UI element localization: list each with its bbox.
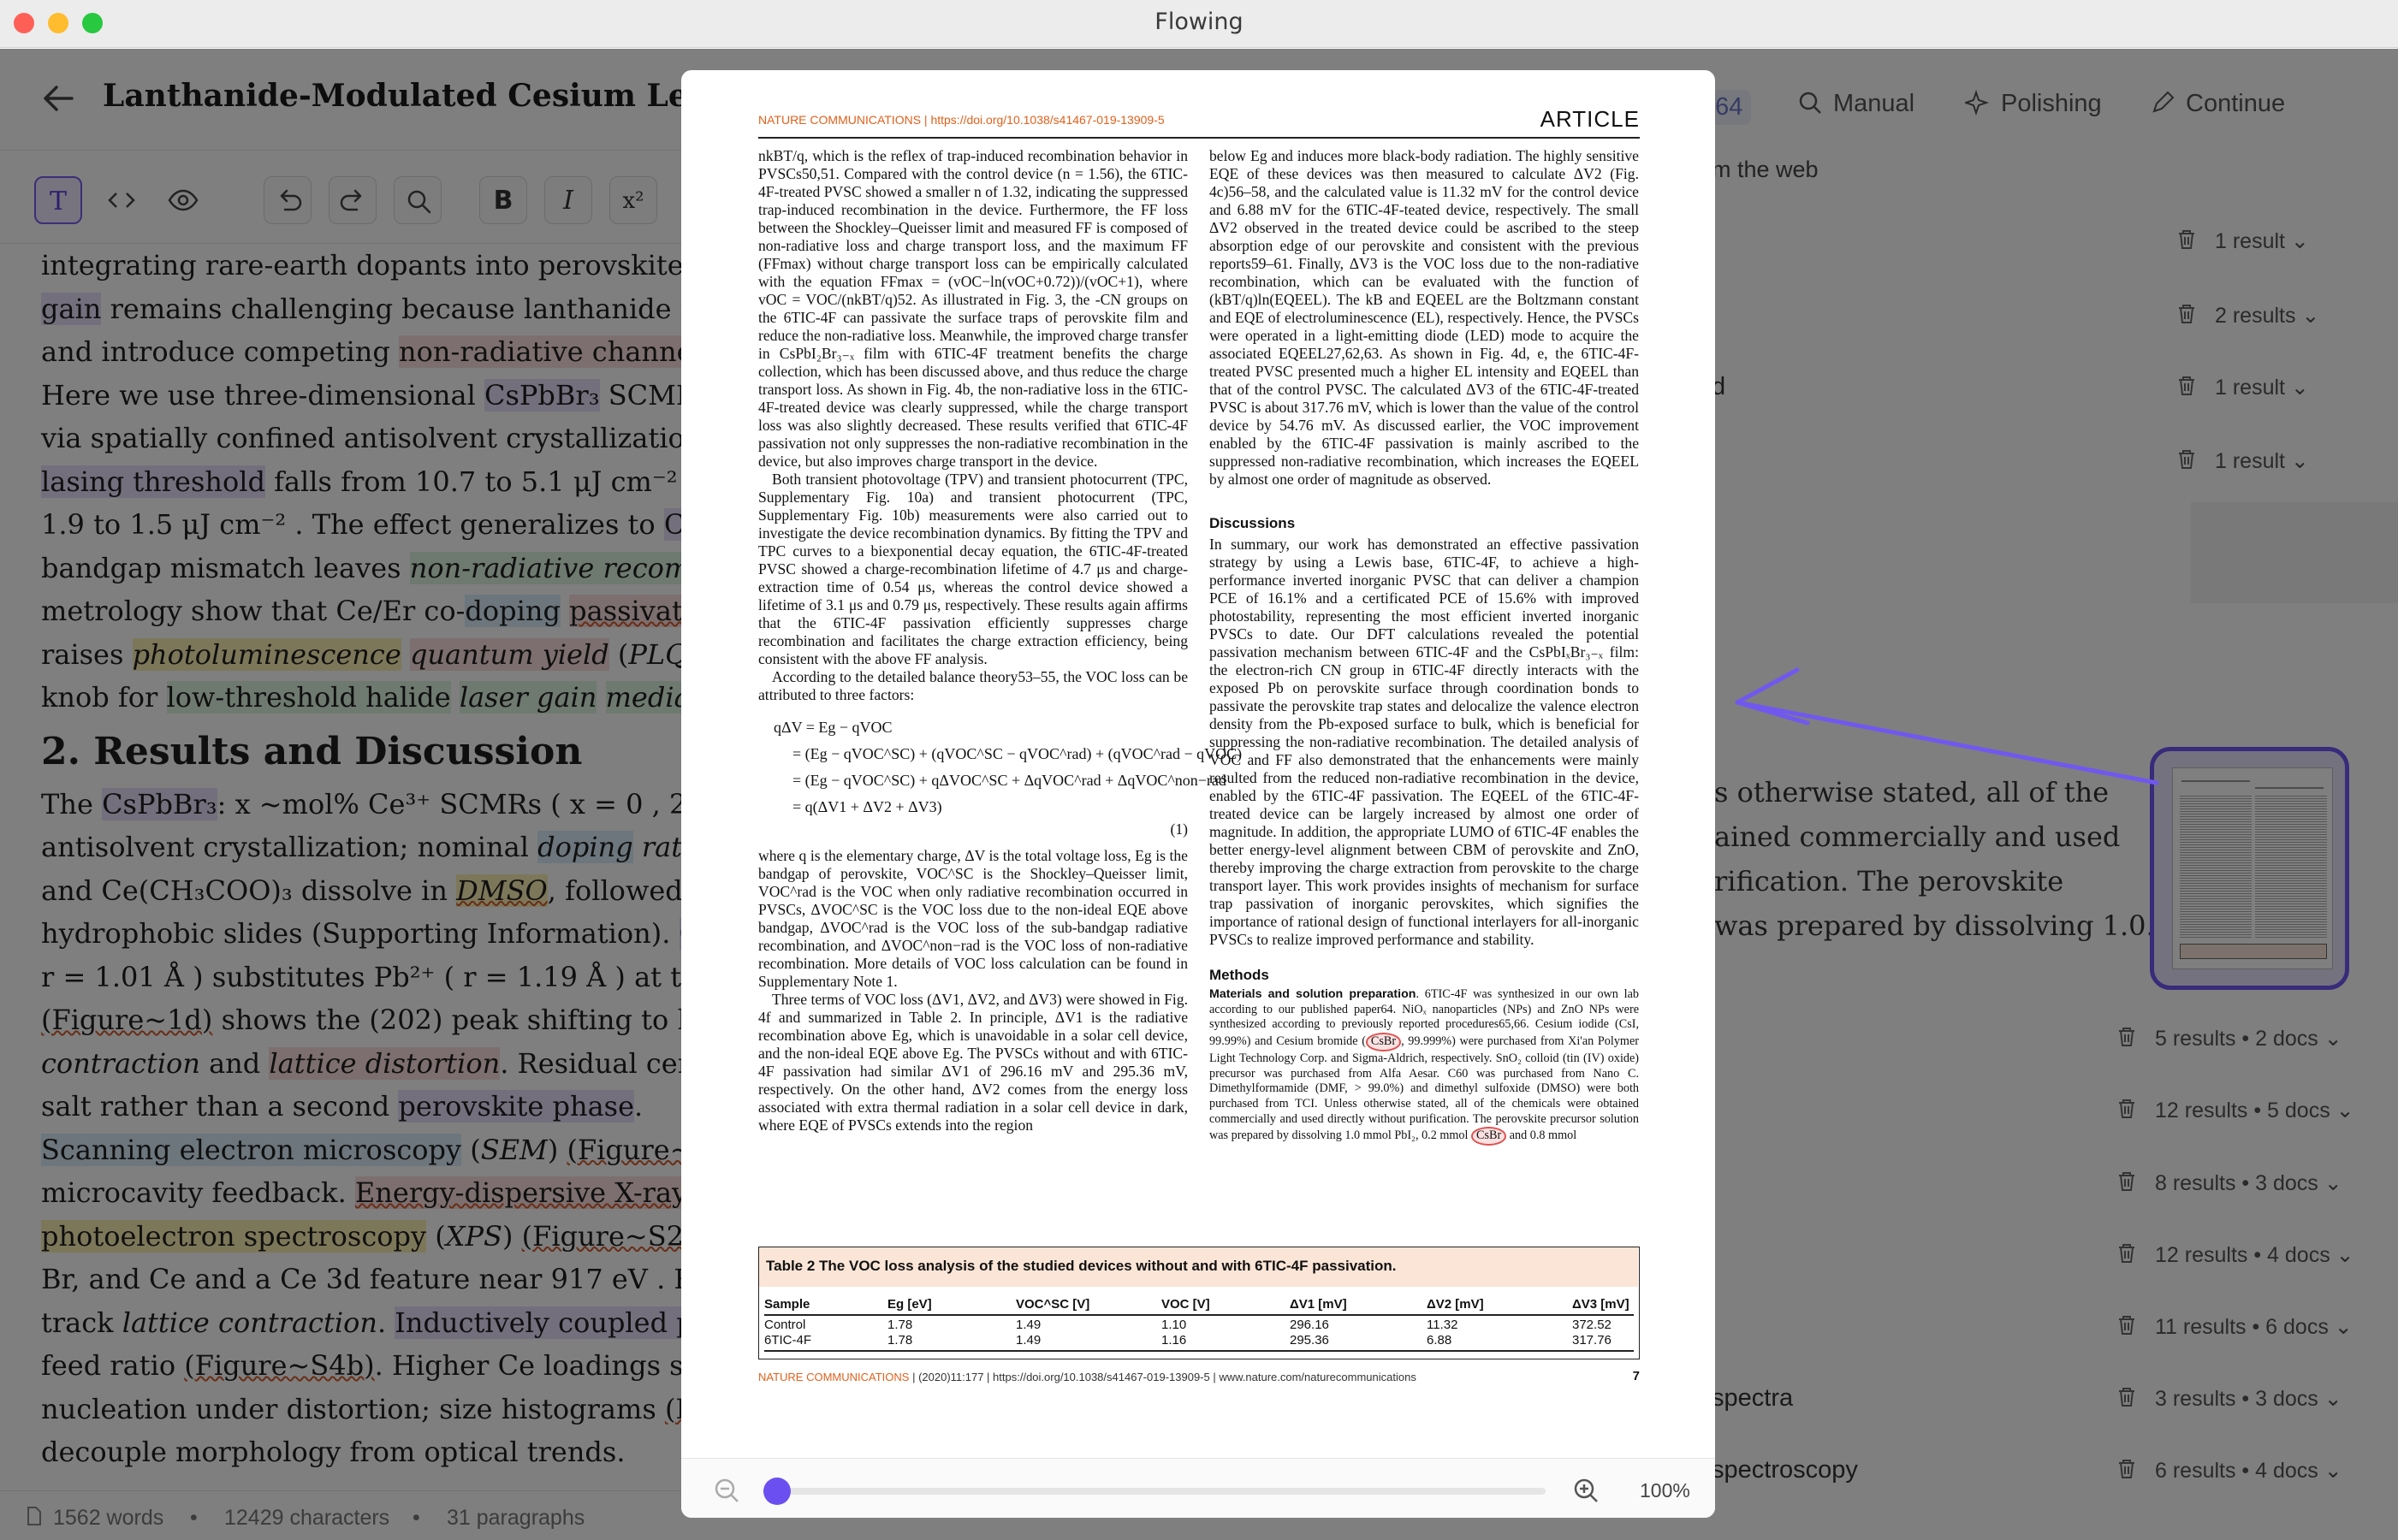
table-cell: 372.52 (1572, 1318, 1612, 1332)
pdf-paragraph: where q is the elementary charge, ΔV is the total voltage loss, Eg is the bandgap of perovskite, VOC^SC is the Shockley–Queisser limit, VOC^rad is the VOC when only radiative recombination occurred in PVSCs, ΔVOC^SC is the VOC loss due to the non-ideal EQE above bandgap, ΔVOC^rad is the VOC loss of the sub-bandgap radiative recombination, and ΔVOC^non−rad is the VOC loss of non-radiative recombination. More details of VOC loss calculation can be found in Supplementary Note 1. (758, 847, 1188, 990)
methods-heading: Methods (1209, 967, 1269, 983)
table-header-cell: ΔV2 [mV] (1427, 1297, 1484, 1312)
table-cell: 1.16 (1161, 1333, 1187, 1348)
highlight-circle: CsBr (1471, 1127, 1506, 1146)
zoom-level: 100% (1640, 1479, 1690, 1502)
pdf-paragraph: Both transient photovoltage (TPV) and transient photocurrent (TPC, Supplementary Fig. 10a) and transient photocurrent (TPC, Supplementary Fig. 10b) measurements were also carried out to investigate the device recombination dynamics. By fitting the TPV and TPC curves to a biexponential decay equation, the 6TIC-4F-treated PVSC showed a charge-recombination lifetime of 4.7 μs and charge-extraction time of 0.54 μs, whereas the control device showed a lifetime of 3.1 μs and 0.79 μs, respectively. These results again affirms that the 6TIC-4F passivation efficiently suppresses charge recombination and facilitates the charge extraction efficiency, being consistent with the above FF analysis. (758, 471, 1188, 667)
pdf-paragraph: below Eg and induces more black-body radiation. The highly sensitive EQE of these devices was then measured to calculate ΔV2 (Fig. 4c)56–58, and the calculated value is 11.32 mV for the control device and 6.88 mV for the 6TIC-4F-teated device, respectively. The small ΔV2 observed in the treated device could be ascribed to the steep absorption edge of our perovskite and consistent with the previous reports59–61. Finally, ΔV3 is the VOC loss due to the non-radiative recombination, which can be evaluated with the function of (kBT/q)ln(EQEEL). The kB and EQEEL are the Boltzmann constant and EQE of electroluminescence (EL), respectively. Hence, the PVSCs were operated in a light-emitting diode (LED) mode to acquire the associated EQEEL27,62,63. As shown in Fig. 4d, e, the 6TIC-4F-treated PVSC presented much a higher EL intensity and EQEEL than that of the control PVSC. The calculated ΔV3 of the 6TIC-4F-treated PVSC is about 317.76 mV, which is lower than the value of the control device by 54.76 mV. As discussed earlier, the VOC improvement enabled by the 6TIC-4F passivation is mainly ascribed to the suppressed non-radiative recombination, which increases the EQEEL by almost one order of magnitude as observed. (1209, 147, 1639, 488)
pdf-paragraph: According to the detailed balance theory53–55, the VOC loss can be attributed to three factors: (758, 668, 1188, 703)
zoom-slider-thumb[interactable] (763, 1478, 791, 1505)
highlight-circle: CsBr (1366, 1033, 1401, 1051)
pdf-page (758, 106, 1640, 1458)
table-cell: 317.76 (1572, 1333, 1612, 1348)
table-cell: 1.49 (1016, 1333, 1042, 1348)
equation-line: = (Eg − qVOC^SC) + (qVOC^SC − qVOC^rad) + (qVOC^rad − qVOC) (792, 745, 1243, 762)
pdf-footer: NATURE COMMUNICATIONS | (2020)11:177 | https://doi.org/10.1038/s41467-019-13909-5 | www.nature.com/naturecommunications (758, 1371, 1416, 1383)
pdf-table (758, 1247, 1640, 1359)
equation-line: qΔV = Eg − qVOC (774, 719, 893, 736)
zoom-bar (681, 1458, 1715, 1518)
table-header-cell: VOC [V] (1161, 1297, 1210, 1312)
table-cell: 1.10 (1161, 1318, 1187, 1332)
table-cell: 295.36 (1290, 1333, 1329, 1348)
zoom-in-icon[interactable] (1571, 1476, 1600, 1505)
table-cell: 6TIC-4F (764, 1333, 812, 1348)
pdf-header-left: NATURE COMMUNICATIONS | https://doi.org/10.1038/s41467-019-13909-5 (758, 113, 1165, 127)
methods-paragraph: Materials and solution preparation. 6TIC-4F was synthesized in our own lab according to our published paper64. NiOₓ nanoparticles (NPs) and ZnO NPs were synthesized according to previously reported procedures65,66. Cesium iodide (CsI, 99.99%) and Cesium bromide ( CsBr , 99.999%) were purchased from Xi'an Polymer Light Technology Corp. and Sigma-Aldrich, respectively. SnO₂ colloid (tin (IV) oxide) precursor was purchased from Alfa Aesar. C60 was purchased from Nano C. Dimethylformamide (DMF, > 99.0%) and dimethyl sulfoxide (DMSO) were both purchased from TCI. Unless otherwise stated, all of the chemicals were obtained commercially and used directly without purification. The perovskite precursor solution was prepared by dissolving 1.0 mmol PbI₂, 0.2 mmol CsBr and 0.8 mmol (1209, 987, 1639, 1146)
table-header-cell: ΔV3 [mV] (1572, 1297, 1629, 1312)
pointer-arrow-annotation (1729, 663, 2182, 791)
table-header-cell: Sample (764, 1297, 810, 1312)
pdf-header-right: ARTICLE (1540, 106, 1640, 132)
table-cell: Control (764, 1318, 806, 1332)
pdf-viewer-modal (681, 70, 1715, 1518)
equation-line: = (Eg − qVOC^SC) + qΔVOC^SC + ΔqVOC^rad + ΔqVOC^non−rad (792, 772, 1226, 789)
title-bar (0, 0, 2398, 48)
pdf-paragraph: In summary, our work has demonstrated an effective passivation strategy by using a Lewis base, 6TIC-4F, to achieve a high-performance inverted inorganic PVSC that can deliver a champion PCE of 16.1% and a certificated PCE of 15.6% with improved photostability, representing the most efficient inverted inorganic PVSCs to date. Our DFT calculations revealed the potential passivation mechanism between 6TIC-4F and the CsPbIₓBr₃₋ₓ film: the electron-rich CN group in 6TIC-4F directly interacts with the exposed Pb on perovskite surface through coordination bonds to passivate the perovskite trap states and delocalize the valence electron density from the Pb-exposed surface to bulk, which is beneficial for suppressing the non-radiative recombination. The detailed analysis of VOC and FF also demonstrated that the enhancements were mainly resulted from the reduced non-radiative recombination in the device, enabled by the 6TIC-4F passivation. The EQEEL of the 6TIC-4F-treated device can be largely increased by almost one order of magnitude. In addition, the appropriate LUMO of 6TIC-4F enables the better energy-level alignment between CBM of perovskite and ZnO, thereby improving the charge extraction from perovskite to the charge transport layer. This work provides insights of mechanism for surface trap passivation of inorganic perovskites, which signifies the importance of rational design of functional interlayers for all-inorganic PVSCs to realize improved performance and stability. (1209, 536, 1639, 948)
window-title: Flowing (1154, 9, 1244, 35)
table-cell: 1.78 (887, 1318, 913, 1332)
zoom-slider[interactable] (775, 1488, 1546, 1495)
table-header-cell: ΔV1 [mV] (1290, 1297, 1347, 1312)
table-caption: Table 2 The VOC loss analysis of the studied devices without and with 6TIC-4F passivation. (759, 1247, 1638, 1287)
equation-line: = q(ΔV1 + ΔV2 + ΔV3) (792, 798, 942, 815)
table-header-cell: Eg [eV] (887, 1297, 932, 1312)
pdf-paragraph: Three terms of VOC loss (ΔV1, ΔV2, and ΔV3) were showed in Fig. 4f and summarized in Table 2. In principle, ΔV1 is the radiative recombination above Eg, which is unavoidable in a solar cell device, and the non-ideal EQE above Eg. The PVSCs without and with 6TIC-4F passivation had similar ΔV1 of 296.16 mV and 295.36 mV, respectively. On the other hand, ΔV2 comes from the energy loss associated with extra thermal radiation in a solar cell device in dark, where EQE of PVSCs extends into the region (758, 991, 1188, 1134)
table-cell: 11.32 (1427, 1318, 1458, 1332)
pdf-paragraph: nkBT/q, which is the reflex of trap-induced recombination behavior in PVSCs50,51. Compared with the control device (n = 1.56), the 6TIC-4F-treated PVSC showed a smaller n of 1.32, indicating the suppressed trap-induced recombination in the device. Furthermore, the FF loss between the Shockley–Queisser limit and measured FF is composed of non-radiative loss and charge transport loss, and the maximum FF (FFmax) without charge transport loss can be empirically calculated with the equation FFmax = (vOC−ln(vOC+0.72))/(vOC+1), where vOC = VOC/(nkBT/q)52. As illustrated in Fig. 3, the -CN groups on the 6TIC-4F can passivate the surface traps of perovskite film and reduce the non-radiative loss. Meanwhile, the improved charge transfer in CsPbI₂Br₃₋ₓ film with 6TIC-4F treatment benefits the charge collection, which has been discussed above, and thus reduce the charge transport loss. As shown in Fig. 4b, the non-radiative loss in the 6TIC-4F-treated device was clearly suppressed, while the charge transport loss was also slightly decreased. These results verified that 6TIC-4F passivation not only suppresses the non-radiative recombination in the device, but also improves charge transport in the device. (758, 147, 1188, 470)
table-cell: 1.78 (887, 1333, 913, 1348)
equation-number: (1) (1170, 820, 1188, 838)
table-header-cell: VOC^SC [V] (1016, 1297, 1090, 1312)
pdf-right-column (1209, 147, 1639, 1146)
zoom-out-icon[interactable] (712, 1476, 741, 1505)
discussions-heading: Discussions (1209, 515, 1296, 531)
table-cell: 1.49 (1016, 1318, 1042, 1332)
page-number: 7 (1632, 1369, 1640, 1383)
table-cell: 6.88 (1427, 1333, 1452, 1348)
table-cell: 296.16 (1290, 1318, 1329, 1332)
